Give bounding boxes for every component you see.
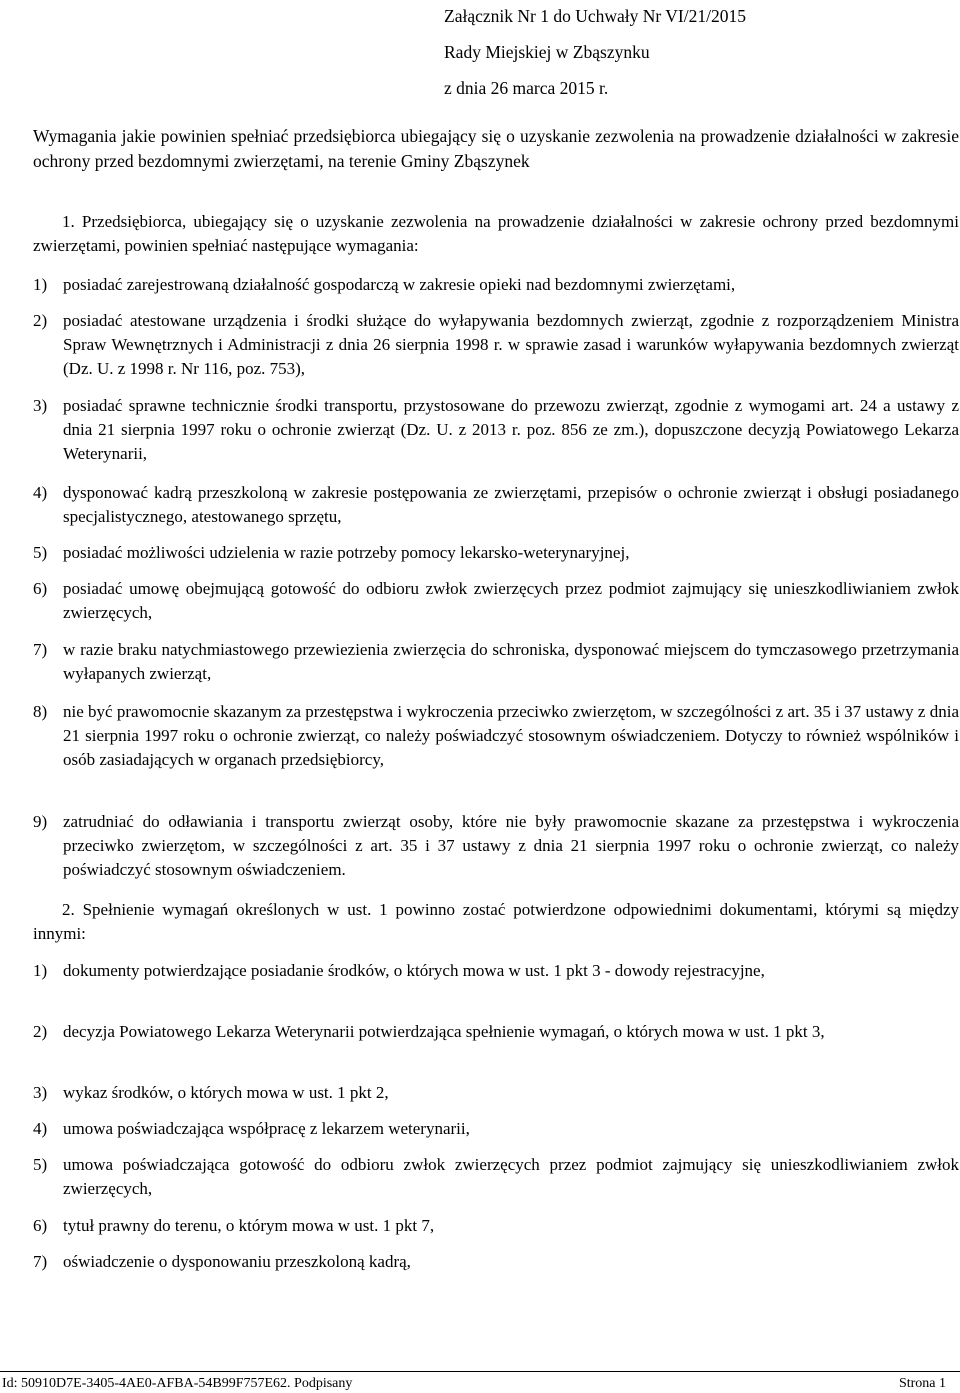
- section-2-item-1: [33, 959, 959, 983]
- page-number: Strona 1: [898, 1376, 946, 1391]
- item-text: oświadczenie o dysponowaniu przeszkoloną kadrą,: [63, 1252, 411, 1271]
- section-1-item-9: [33, 810, 959, 882]
- item-text: dysponować kadrą przeszkoloną w zakresie postępowania ze zwierzętami, przepisów o ochronie zwierząt i obsługi posiadanego specjalistycznego, atestowanego sprzętu,: [63, 483, 959, 526]
- item-number: 6): [33, 579, 48, 598]
- item-number: 6): [33, 1216, 48, 1235]
- section-1-item-7: [33, 638, 959, 686]
- header-line-3: z dnia 26 marca 2015 r.: [444, 78, 609, 98]
- section-2-item-7: [33, 1250, 959, 1274]
- section-1-item-1: [33, 273, 959, 297]
- section-1-item-4: [33, 481, 959, 529]
- section-2-item-4: [33, 1117, 959, 1141]
- section-1-item-8: [33, 700, 959, 772]
- item-text: decyzja Powiatowego Lekarza Weterynarii potwierdzająca spełnienie wymagań, o których mowa w ust. 1 pkt 3,: [63, 1022, 825, 1041]
- header-line-1: Załącznik Nr 1 do Uchwały Nr VI/21/2015: [444, 6, 746, 26]
- section-1-item-5: [33, 541, 959, 565]
- footer-divider: [0, 1371, 960, 1372]
- page-footer: [0, 1375, 960, 1393]
- document-title: Wymagania jakie powinien spełniać przedsiębiorca ubiegający się o uzyskanie zezwolenia na prowadzenie działalności w zakresie ochrony przed bezdomnymi zwierzętami, na terenie Gminy Zbąszynek: [33, 126, 959, 171]
- section-2-item-5: [33, 1153, 959, 1201]
- item-text: umowa poświadczająca gotowość do odbioru zwłok zwierzęcych przez podmiot zajmujący się unieszkodliwianiem zwłok zwierzęcych,: [63, 1155, 959, 1198]
- section-1-item-6: [33, 577, 959, 625]
- header-line-2: Rady Miejskiej w Zbąszynku: [444, 42, 650, 62]
- item-text: w razie braku natychmiastowego przewiezienia zwierzęcia do schroniska, dysponować miejscem do tymczasowego przetrzymania wyłapanych zwierząt,: [63, 640, 959, 683]
- item-text: dokumenty potwierdzające posiadanie środków, o których mowa w ust. 1 pkt 3 - dowody rejestracyjne,: [63, 961, 765, 980]
- item-number: 7): [33, 640, 48, 659]
- item-number: 1): [33, 275, 48, 294]
- item-number: 4): [33, 483, 48, 502]
- item-text: posiadać zarejestrowaną działalność gospodarczą w zakresie opieki nad bezdomnymi zwierzętami,: [63, 275, 736, 294]
- item-number: 5): [33, 1155, 48, 1174]
- item-number: 5): [33, 543, 48, 562]
- item-number: 3): [33, 396, 48, 415]
- section-1-item-2: [33, 309, 959, 381]
- item-number: 2): [33, 311, 48, 330]
- section-2-intro: 2. Spełnienie wymagań określonych w ust. 1 powinno zostać potwierdzone odpowiednimi dokumentami, którymi są między innymi:: [33, 900, 959, 943]
- item-text: tytuł prawny do terenu, o którym mowa w ust. 1 pkt 7,: [63, 1216, 435, 1235]
- section-2-item-2: [33, 1020, 959, 1044]
- item-text: nie być prawomocnie skazanym za przestępstwa i wykroczenia przeciwko zwierzętom, w szczególności z art. 35 i 37 ustawy z dnia 21 sierpnia 1997 roku o ochronie zwierząt, co należy poświadczyć stosownym oświadczeniem. Dotyczy to również wspólników i osób zasiadających w organach przedsiębiorcy,: [63, 702, 959, 769]
- section-1-intro: 1. Przedsiębiorca, ubiegający się o uzyskanie zezwolenia na prowadzenie działalności w zakresie ochrony przed bezdomnymi zwierzętami, powinien spełniać następujące wymagania:: [33, 212, 959, 255]
- item-number: 1): [33, 961, 48, 980]
- item-text: zatrudniać do odławiania i transportu zwierząt osoby, które nie były prawomocnie skazane za przestępstwa i wykroczenia przeciwko zwierzętom, w szczególności z art. 35 i 37 ustawy z dnia 21 sierpnia 1997 roku o ochronie zwierząt, co należy poświadczyć stosownym oświadczeniem.: [63, 812, 959, 879]
- item-text: posiadać atestowane urządzenia i środki służące do wyłapywania bezdomnych zwierząt, zgodnie z rozporządzeniem Ministra Spraw Wewnętrznych i Administracji z dnia 26 sierpnia 1998 r. w sprawie zasad i warunków wyłapywania bezdomnych zwierząt (Dz. U. z 1998 r. Nr 116, poz. 753),: [63, 311, 959, 378]
- section-1-item-3: [33, 394, 959, 466]
- item-number: 8): [33, 702, 48, 721]
- item-number: 2): [33, 1022, 48, 1041]
- item-text: wykaz środków, o których mowa w ust. 1 pkt 2,: [63, 1083, 389, 1102]
- section-2-item-6: [33, 1214, 959, 1238]
- item-number: 9): [33, 812, 48, 831]
- item-text: posiadać możliwości udzielenia w razie potrzeby pomocy lekarsko-weterynaryjnej,: [63, 543, 630, 562]
- document-id: Id: 50910D7E-3405-4AE0-AFBA-54B99F757E62. Podpisany: [2, 1376, 353, 1391]
- item-number: 7): [33, 1252, 48, 1271]
- item-text: posiadać sprawne technicznie środki transportu, przystosowane do przewozu zwierząt, zgodnie z wymogami art. 24 a ustawy z dnia 21 sierpnia 1997 roku o ochronie zwierząt (Dz. U. z 2013 r. poz. 856 ze zm.), dopuszczone decyzją Powiatowego Lekarza Weterynarii,: [63, 396, 959, 463]
- item-number: 4): [33, 1119, 48, 1138]
- item-number: 3): [33, 1083, 48, 1102]
- item-text: umowa poświadczająca współpracę z lekarzem weterynarii,: [63, 1119, 470, 1138]
- item-text: posiadać umowę obejmującą gotowość do odbioru zwłok zwierzęcych przez podmiot zajmujący się unieszkodliwianiem zwłok zwierzęcych,: [63, 579, 959, 622]
- section-2-item-3: [33, 1081, 959, 1105]
